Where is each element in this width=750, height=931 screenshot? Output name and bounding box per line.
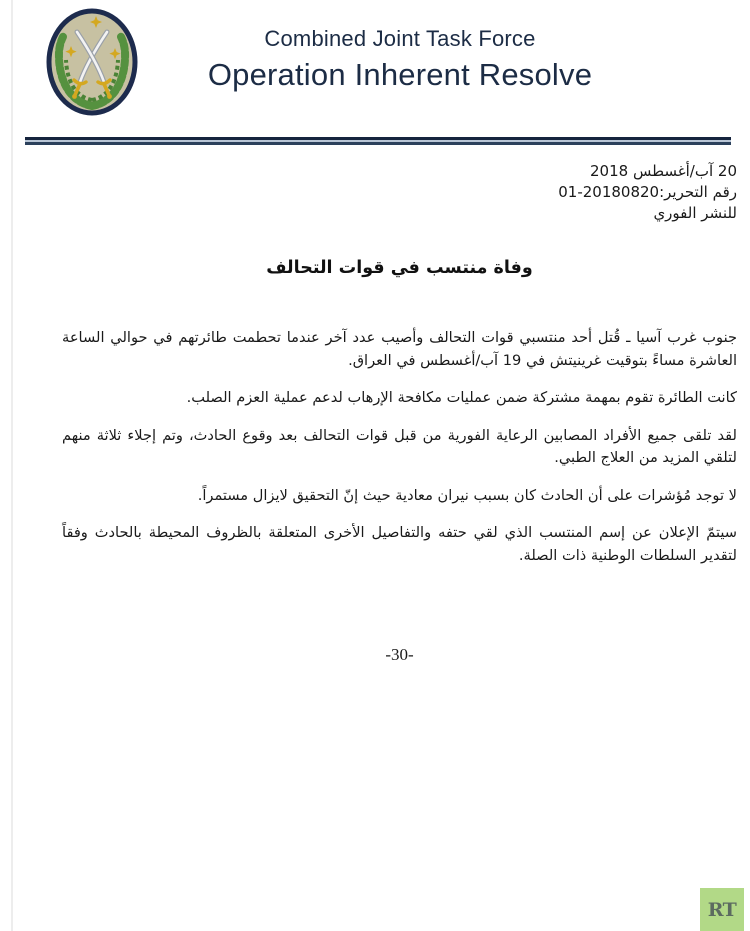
release-meta-block [337,161,737,224]
org-name-line2: Operation Inherent Resolve [207,57,593,92]
press-release-body [62,327,737,582]
rt-watermark-logo: RT [700,888,744,931]
release-number: رقم التحرير:20180820-01 [558,183,737,201]
org-name-line1: Combined Joint Task Force [264,26,536,51]
body-paragraph: جنوب غرب آسيا ـ قُتل أحد منتسبي قوات التحالف وأصيب عدد آخر عندما تحطمت طائرتهم في حوالي الساعة العاشرة مساءً بتوقيت غرينيتش في 19 آب/أغسطس في العراق. [62,329,737,369]
letterhead [160,26,640,93]
scan-artifact-line [11,0,13,931]
header-divider-rule [25,137,731,145]
press-release-title: وفاة منتسب في قوات التحالف [266,258,533,278]
body-paragraph: لا توجد مُؤشرات على أن الحادث كان بسبب نيران معادية حيث إنّ التحقيق لايزال مستمراً. [197,486,737,504]
body-paragraph: لقد تلقى جميع الأفراد المصابين الرعاية الفورية من قبل قوات التحالف بعد وقوع الحادث، وتم إجلاء ثلاثة منهم لتلقي المزيد من العلاج الطبي. [62,426,737,466]
body-paragraph: سيتمّ الإعلان عن إسم المنتسب الذي لقي حتفه والتفاصيل الأخرى المتعلقة بالظروف المحيطة بالحادث وفقاً لتقدير السلطات الوطنية ذات الصلة. [62,524,737,564]
body-paragraph: كانت الطائرة تقوم بمهمة مشتركة ضمن عمليات مكافحة الإرهاب لدعم عملية العزم الصلب. [186,389,737,406]
cjtf-oir-emblem-icon [46,8,138,116]
end-of-release-mark: -30- [385,645,414,664]
release-date: 20 آب/أغسطس 2018 [590,162,737,180]
release-immediate: للنشر الفوري [653,204,737,222]
